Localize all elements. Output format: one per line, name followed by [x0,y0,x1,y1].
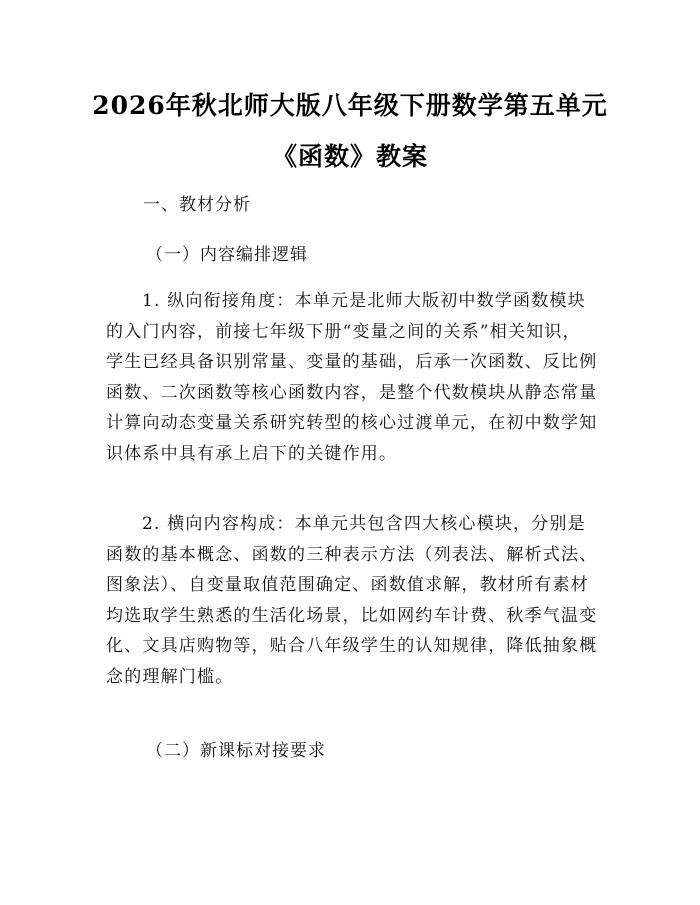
paragraph-line: 2. 横向内容构成：本单元共包含四大核心模块，分别是 [142,514,586,534]
paragraph-line: 学生已经具备识别常量、变量的基础，后承一次函数、反比例 [106,352,598,373]
paragraph-line: 的入门内容，前接七年级下册“变量之间的关系”相关知识， [106,321,581,342]
document-title-line-1: 2026年秋北师大版八年级下册数学第五单元 [92,91,608,120]
paragraph-line: 化、文具店购物等，贴合八年级学生的认知规律，降低抽象概 [106,636,598,657]
subsection-heading-curriculum-standards: （二）新课标对接要求 [146,741,326,761]
paragraph-line: 1. 纵向衔接角度：本单元是北师大版初中数学函数模块 [142,291,586,311]
subsection-heading-content-logic: （一）内容编排逻辑 [146,245,308,265]
paragraph-line: 函数的基本概念、函数的三种表示方法（列表法、解析式法、 [106,544,598,565]
section-heading-textbook-analysis: 一、教材分析 [143,195,251,215]
paragraph-line: 计算向动态变量关系研究转型的核心过渡单元，在初中数学知 [106,413,598,434]
paragraph-horizontal-composition [106,509,600,693]
paragraph-line: 均选取学生熟悉的生活化场景，比如网约车计费、秋季气温变 [106,605,598,626]
paragraph-line: 念的理解门槛。 [106,666,234,687]
document-title-line-2: 《函数》教案 [271,142,428,171]
paragraph-vertical-connection [106,286,600,470]
paragraph-line: 函数、二次函数等核心函数内容，是整个代数模块从静态常量 [106,382,598,403]
paragraph-line: 图象法）、自变量取值范围确定、函数值求解，教材所有素材 [106,575,589,596]
paragraph-line: 识体系中具有承上启下的关键作用。 [106,443,398,464]
